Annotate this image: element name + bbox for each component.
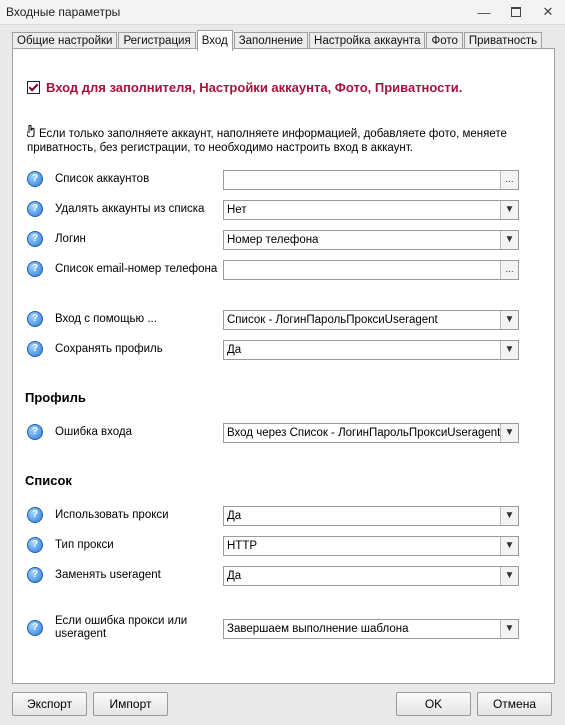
replace-useragent-value: Да [227,570,242,582]
pointer-hand-icon [27,125,36,141]
login-label: Логин [55,233,86,245]
proxy-error-label: Если ошибка прокси или useragent [55,615,188,640]
tab-photo[interactable]: Фото [426,32,462,50]
accounts-list-input[interactable] [223,170,519,190]
chevron-down-icon[interactable]: ▼ [500,201,518,219]
tab-general[interactable]: Общие настройки [12,32,117,50]
help-icon[interactable]: ? [27,567,43,583]
row-accounts-list [27,170,542,190]
delete-accounts-select[interactable] [223,200,519,220]
tab-registration[interactable]: Регистрация [118,32,195,50]
row-login [27,230,542,250]
help-icon[interactable]: ? [27,620,43,636]
replace-useragent-label: Заменять useragent [55,569,161,581]
chevron-down-icon[interactable]: ▼ [500,507,518,525]
row-replace-useragent [27,566,542,586]
info-note-text: Если только заполняете аккаунт, наполняете информацией, добавляете фото, меняете приватность, без регистрации, то необходимо настроить вход в аккаунт. [27,128,507,154]
login-error-label: Ошибка входа [55,426,133,438]
row-proxy-error [27,615,542,640]
row-use-proxy [27,506,542,526]
help-icon[interactable]: ? [27,171,43,187]
delete-accounts-value: Нет [227,204,247,216]
section-list-title: Список [25,473,72,488]
window-title: Входные параметры [6,5,121,19]
tab-bar [12,30,543,49]
chevron-down-icon[interactable]: ▼ [500,424,518,442]
help-icon[interactable]: ? [27,311,43,327]
browse-button[interactable]: ... [500,261,518,279]
login-value: Номер телефона [227,234,319,246]
row-email-phone-list [27,260,542,280]
help-icon[interactable]: ? [27,537,43,553]
help-icon[interactable]: ? [27,507,43,523]
chevron-down-icon[interactable]: ▼ [500,311,518,329]
minimize-icon[interactable]: — [477,4,491,20]
replace-useragent-select[interactable] [223,566,519,586]
info-note [27,125,527,155]
login-via-value: Список - ЛогинПарольПроксиUseragent [227,314,438,326]
login-error-value: Вход через Список - ЛогинПарольПроксиUseragent [227,427,501,439]
proxy-type-label: Тип прокси [55,539,114,551]
proxy-type-select[interactable] [223,536,519,556]
use-proxy-select[interactable] [223,506,519,526]
email-phone-list-input[interactable] [223,260,519,280]
header-option [27,80,462,95]
login-via-label: Вход с помощью ... [55,313,157,325]
maximize-icon[interactable] [505,3,527,21]
use-proxy-value: Да [227,510,242,522]
row-login-error [27,423,542,443]
tab-login[interactable]: Вход [197,30,233,51]
title-bar [0,0,565,25]
delete-accounts-label: Удалять аккаунты из списка [55,203,205,215]
cancel-button[interactable]: Отмена [477,692,552,716]
tab-privacy[interactable]: Приватность [464,32,542,50]
export-button[interactable]: Экспорт [12,692,87,716]
browse-button[interactable]: ... [500,171,518,189]
proxy-error-select[interactable] [223,619,519,639]
chevron-down-icon[interactable]: ▼ [500,231,518,249]
help-icon[interactable]: ? [27,201,43,217]
save-profile-label: Сохранять профиль [55,343,163,355]
ok-button[interactable]: OK [396,692,471,716]
save-profile-select[interactable] [223,340,519,360]
login-select[interactable] [223,230,519,250]
tab-account-settings[interactable]: Настройка аккаунта [309,32,425,50]
email-phone-list-label: Список email-номер телефона [55,263,218,275]
proxy-error-value: Завершаем выполнение шаблона [227,623,409,635]
row-delete-accounts [27,200,542,220]
tab-filling[interactable]: Заполнение [234,32,308,50]
chevron-down-icon[interactable]: ▼ [500,567,518,585]
row-save-profile [27,340,542,360]
chevron-down-icon[interactable]: ▼ [500,620,518,638]
section-profile-title: Профиль [25,390,86,405]
close-icon[interactable]: ✕ [542,4,554,19]
save-profile-value: Да [227,344,242,356]
accounts-list-label: Список аккаунтов [55,173,150,185]
use-proxy-label: Использовать прокси [55,509,169,521]
help-icon[interactable]: ? [27,424,43,440]
help-icon[interactable]: ? [27,231,43,247]
proxy-type-value: HTTP [227,540,258,552]
header-checkbox[interactable] [27,81,40,94]
row-login-via [27,310,542,330]
help-icon[interactable]: ? [27,341,43,357]
tab-panel [12,48,555,684]
login-error-select[interactable] [223,423,519,443]
header-text: Вход для заполнителя, Настройки аккаунта, Фото, Приватности. [46,80,463,95]
login-via-select[interactable] [223,310,519,330]
chevron-down-icon[interactable]: ▼ [500,341,518,359]
chevron-down-icon[interactable]: ▼ [500,537,518,555]
row-proxy-type [27,536,542,556]
help-icon[interactable]: ? [27,261,43,277]
import-button[interactable]: Импорт [93,692,168,716]
